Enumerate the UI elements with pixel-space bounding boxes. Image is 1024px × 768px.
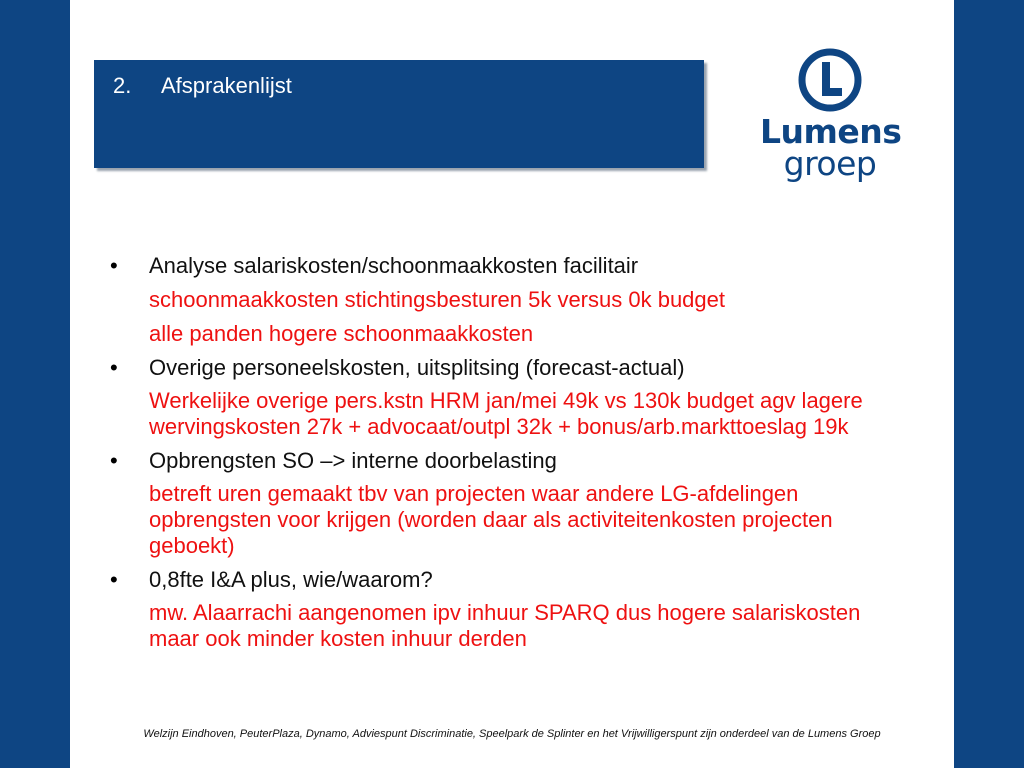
item-title: Overige personeelskosten, uitsplitsing (forecast-actual): [149, 355, 685, 380]
right-blue-border: [954, 0, 1024, 768]
header-band: [94, 60, 704, 168]
list-item: [110, 252, 910, 279]
list-item: [110, 566, 910, 593]
section-title: Afsprakenlijst: [161, 73, 292, 98]
list-item: [110, 354, 910, 381]
item-title: 0,8fte I&A plus, wie/waarom?: [149, 567, 433, 592]
left-blue-border: [0, 0, 70, 768]
item-note: betreft uren gemaakt tbv van projecten waar andere LG-afdelingen opbrengsten voor krijgen (worden daar als activiteitenkosten projecten geboekt): [149, 481, 833, 558]
lumens-logo: [760, 48, 902, 183]
item-title: Analyse salariskosten/schoonmaakkosten facilitair: [149, 253, 639, 278]
list-item: [110, 447, 910, 474]
bullet: •: [110, 567, 118, 592]
item-note: mw. Alaarrachi aangenomen ipv inhuur SPARQ dus hogere salariskosten maar ook minder kosten inhuur derden: [149, 600, 861, 651]
lumens-circle-L-logo-icon: [760, 48, 900, 118]
bullet: •: [110, 253, 118, 278]
logo-name: Lumens: [760, 112, 902, 151]
item-note: schoonmaakkosten stichtingsbesturen 5k versus 0k budget: [149, 287, 725, 312]
section-number: 2.: [113, 73, 132, 98]
item-note: alle panden hogere schoonmaakkosten: [149, 321, 534, 346]
agenda-list: [110, 252, 910, 659]
bullet: •: [110, 448, 118, 473]
footer-text: Welzijn Eindhoven, PeuterPlaza, Dynamo, Adviespunt Discriminatie, Speelpark de Splinter en het Vrijwilligerspunt zijn onderdeel van de Lumens Groep: [143, 728, 881, 740]
logo-subtitle: groep: [783, 144, 877, 183]
slide: [70, 0, 954, 768]
item-title: Opbrengsten SO –> interne doorbelasting: [149, 448, 557, 473]
page-title: [113, 72, 292, 100]
bullet: •: [110, 355, 118, 380]
item-note: Werkelijke overige pers.kstn HRM jan/mei 49k vs 130k budget agv lagere wervingskosten 27k + advocaat/outpl 32k + bonus/arb.markttoeslag 19k: [149, 388, 863, 439]
